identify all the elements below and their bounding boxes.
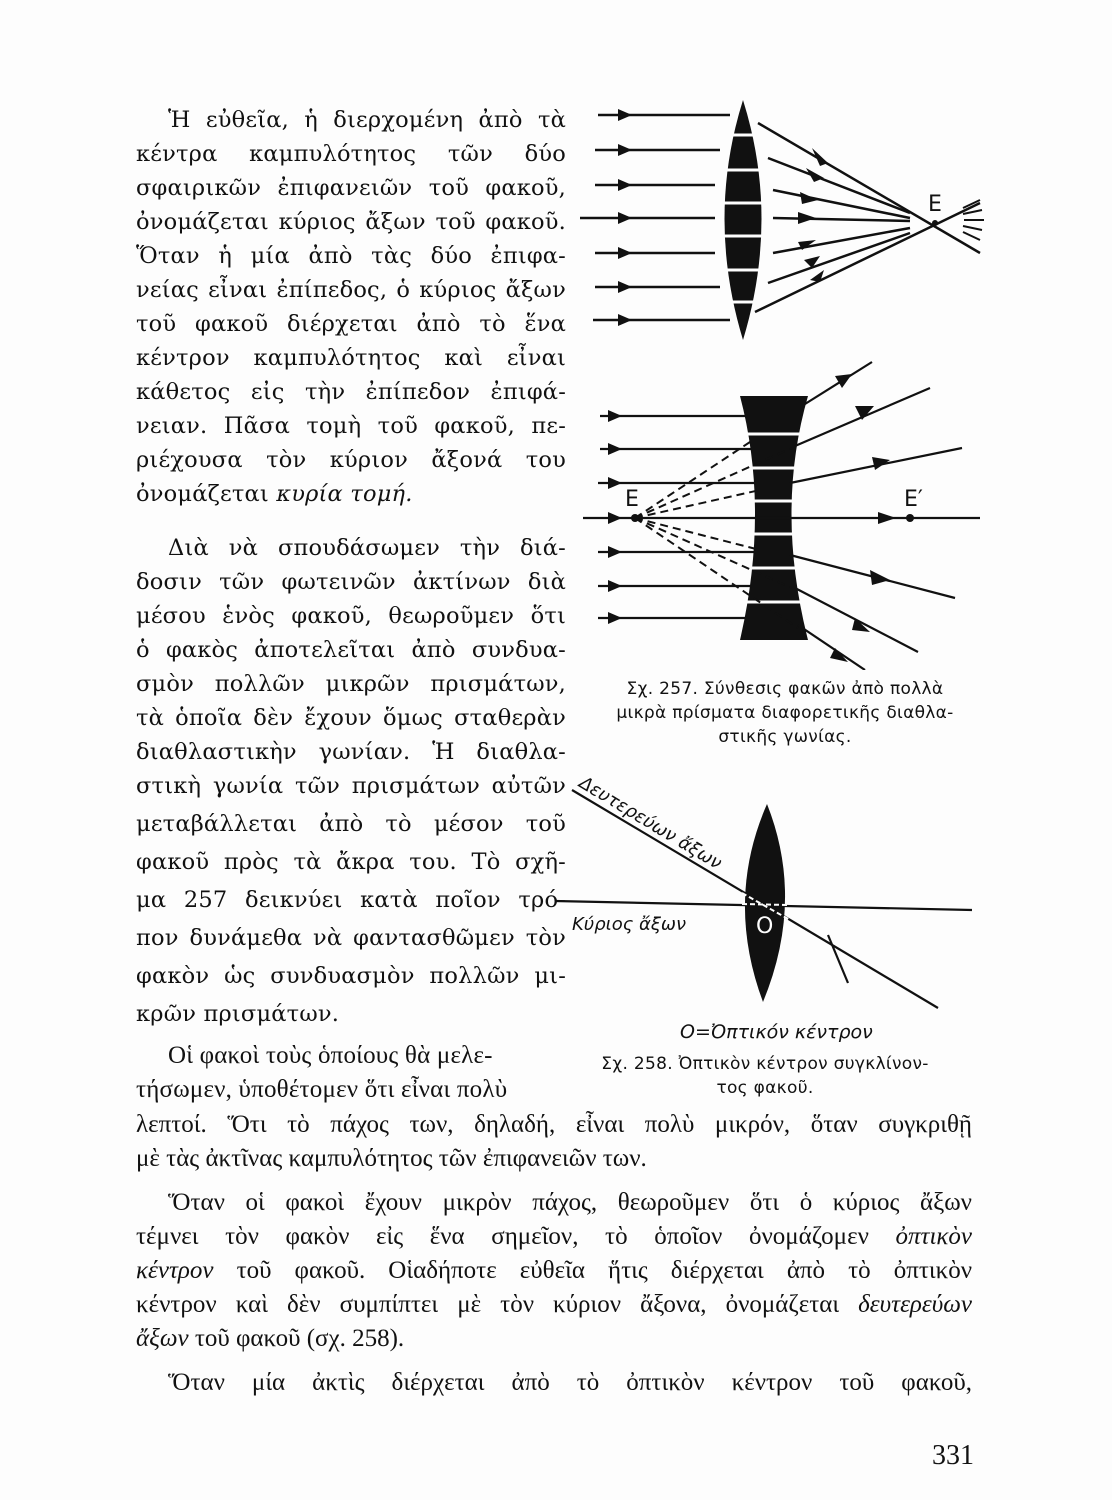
focus-label-e-prime: E′: [904, 487, 923, 512]
text-line: διαθλαστικὴν γωνίαν. Ἡ διαθλα-: [136, 739, 566, 765]
term-optikon: ὀπτικὸν: [895, 1223, 972, 1250]
text-line: λεπτοί. Ὅτι τὸ πάχος των, δηλαδή, εἶναι πολὺ μικρόν, ὅταν συγκριθῇ: [136, 1111, 972, 1138]
term-kyria-tomi: κυρία τομή.: [276, 481, 413, 507]
optical-center-label: O: [756, 914, 774, 939]
text-line: κάθετος εἰς τὴν ἐπίπεδον ἐπιφά-: [136, 379, 566, 405]
text-line: Οἱ φακοὶ τοὺς ὁποίους θὰ μελε-: [168, 1042, 493, 1069]
text-line: νειαν. Πᾶσα τομὴ τοῦ φακοῦ, πε-: [136, 413, 566, 439]
text-line: κέντρον καὶ δὲν συμπίπτει μὲ τὸν κύριον ἄξονα, ὀνομάζεται δευτερεύων: [136, 1291, 972, 1318]
text-line: τέμνει τὸν φακὸν εἰς ἕνα σημεῖον, τὸ ὁποῖον ὀνομάζομεν ὀπτικὸν: [136, 1223, 972, 1250]
text-line: ὁ φακὸς ἀποτελεῖται ἀπὸ συνδυα-: [136, 637, 566, 663]
text-line: Ἡ εὐθεῖα, ἡ διερχομένη ἀπὸ τὰ: [168, 107, 566, 133]
text-line: μεταβάλλεται ἀπὸ τὸ μέσον τοῦ: [136, 811, 566, 837]
text-line: πον δυνάμεθα νὰ φαντασθῶμεν τὸν: [136, 925, 566, 951]
text-line: φακοῦ πρὸς τὰ ἄκρα του. Τὸ σχῆ-: [136, 849, 566, 875]
text-line: κέντρα καμπυλότητος τῶν δύο: [136, 141, 566, 167]
term-axon: ἄξων: [136, 1325, 189, 1352]
text-line: σμὸν πολλῶν μικρῶν πρισμάτων,: [136, 671, 566, 697]
text-line: φακὸν ὡς συνδυασμὸν πολλῶν μι-: [136, 963, 566, 989]
text-line: μέσου ἑνὸς φακοῦ, θεωροῦμεν ὅτι: [136, 603, 566, 629]
text-line: ὀνομάζεται κυρία τομή.: [136, 481, 413, 507]
term-kentron: κέντρον: [136, 1257, 214, 1284]
concave-lens-diagram: [580, 360, 990, 670]
text-line: κέντρον καμπυλότητος καὶ εἶναι: [136, 345, 566, 371]
text-line: Ὅταν ἡ μία ἀπὸ τὰς δύο ἐπιφα-: [136, 243, 566, 269]
text-line: δοσιν τῶν φωτεινῶν ἀκτίνων διὰ: [136, 569, 566, 595]
focus-label-e: E: [928, 192, 942, 217]
text-line: νείας εἶναι ἐπίπεδος, ὁ κύριος ἄξων: [136, 277, 566, 303]
figure-257-caption: Σχ. 257. Σύνθεσις φακῶν ἀπὸ πολλὰ μικρὰ πρίσματα διαφορετικῆς διαθλα- στικῆς γωνίας.: [616, 679, 954, 747]
focus-label-e: E: [625, 487, 639, 512]
text-line: ἄξων τοῦ φακοῦ (σχ. 258).: [136, 1325, 405, 1352]
text-line: κρῶν πρισμάτων.: [136, 1001, 340, 1027]
text-line: τοῦ φακοῦ διέρχεται ἀπὸ τὸ ἕνα: [136, 311, 566, 337]
text-line: τήσωμεν, ὑποθέτομεν ὅτι εἶναι πολὺ: [136, 1076, 508, 1103]
convex-lens-diagram: [580, 90, 990, 350]
text-line: σφαιρικῶν ἐπιφανειῶν τοῦ φακοῦ,: [136, 175, 566, 201]
optical-center-legend: O=Ὀπτικόν κέντρον: [680, 1021, 873, 1043]
principal-axis-label: Κύριος ἄξων: [572, 914, 687, 935]
term-deutereuon: δευτερεύων: [858, 1291, 972, 1318]
text-line: Διὰ νὰ σπουδάσωμεν τὴν διά-: [168, 535, 566, 561]
text-line: στικὴ γωνία τῶν πρισμάτων αὐτῶν: [136, 773, 566, 799]
text-line: τὰ ὁποῖα δὲν ἔχουν ὅμως σταθερὰν: [136, 705, 566, 731]
figure-258-caption: Σχ. 258. Ὀπτικὸν κέντρον συγκλίνον- τος φακοῦ.: [601, 1054, 929, 1098]
text-line: κέντρον τοῦ φακοῦ. Οἱαδήποτε εὐθεῖα ἥτις διέρχεται ἀπὸ τὸ ὀπτικὸν: [136, 1257, 973, 1284]
text-line: Ὅταν οἱ φακοὶ ἔχουν μικρὸν πάχος, θεωροῦμεν ὅτι ὁ κύριος ἄξων: [168, 1189, 972, 1216]
text-line: ριέχουσα τὸν κύριον ἄξονά του: [136, 447, 566, 473]
secondary-axis-label: Δευτερεύων ἄξων: [575, 772, 726, 874]
text-line: ὀνομάζεται κύριος ἄξων τοῦ φακοῦ.: [136, 209, 566, 235]
text-line: μα 257 δεικνύει κατὰ ποῖον τρό-: [136, 887, 566, 913]
page-number: 331: [932, 1440, 974, 1471]
optical-center-diagram: [550, 770, 1000, 1050]
text-line: Ὅταν μία ἀκτὶς διέρχεται ἀπὸ τὸ ὀπτικὸν κέντρον τοῦ φακοῦ,: [168, 1369, 972, 1396]
text-line: μὲ τὰς ἀκτῖνας καμπυλότητος τῶν ἐπιφανειῶν των.: [136, 1145, 647, 1172]
